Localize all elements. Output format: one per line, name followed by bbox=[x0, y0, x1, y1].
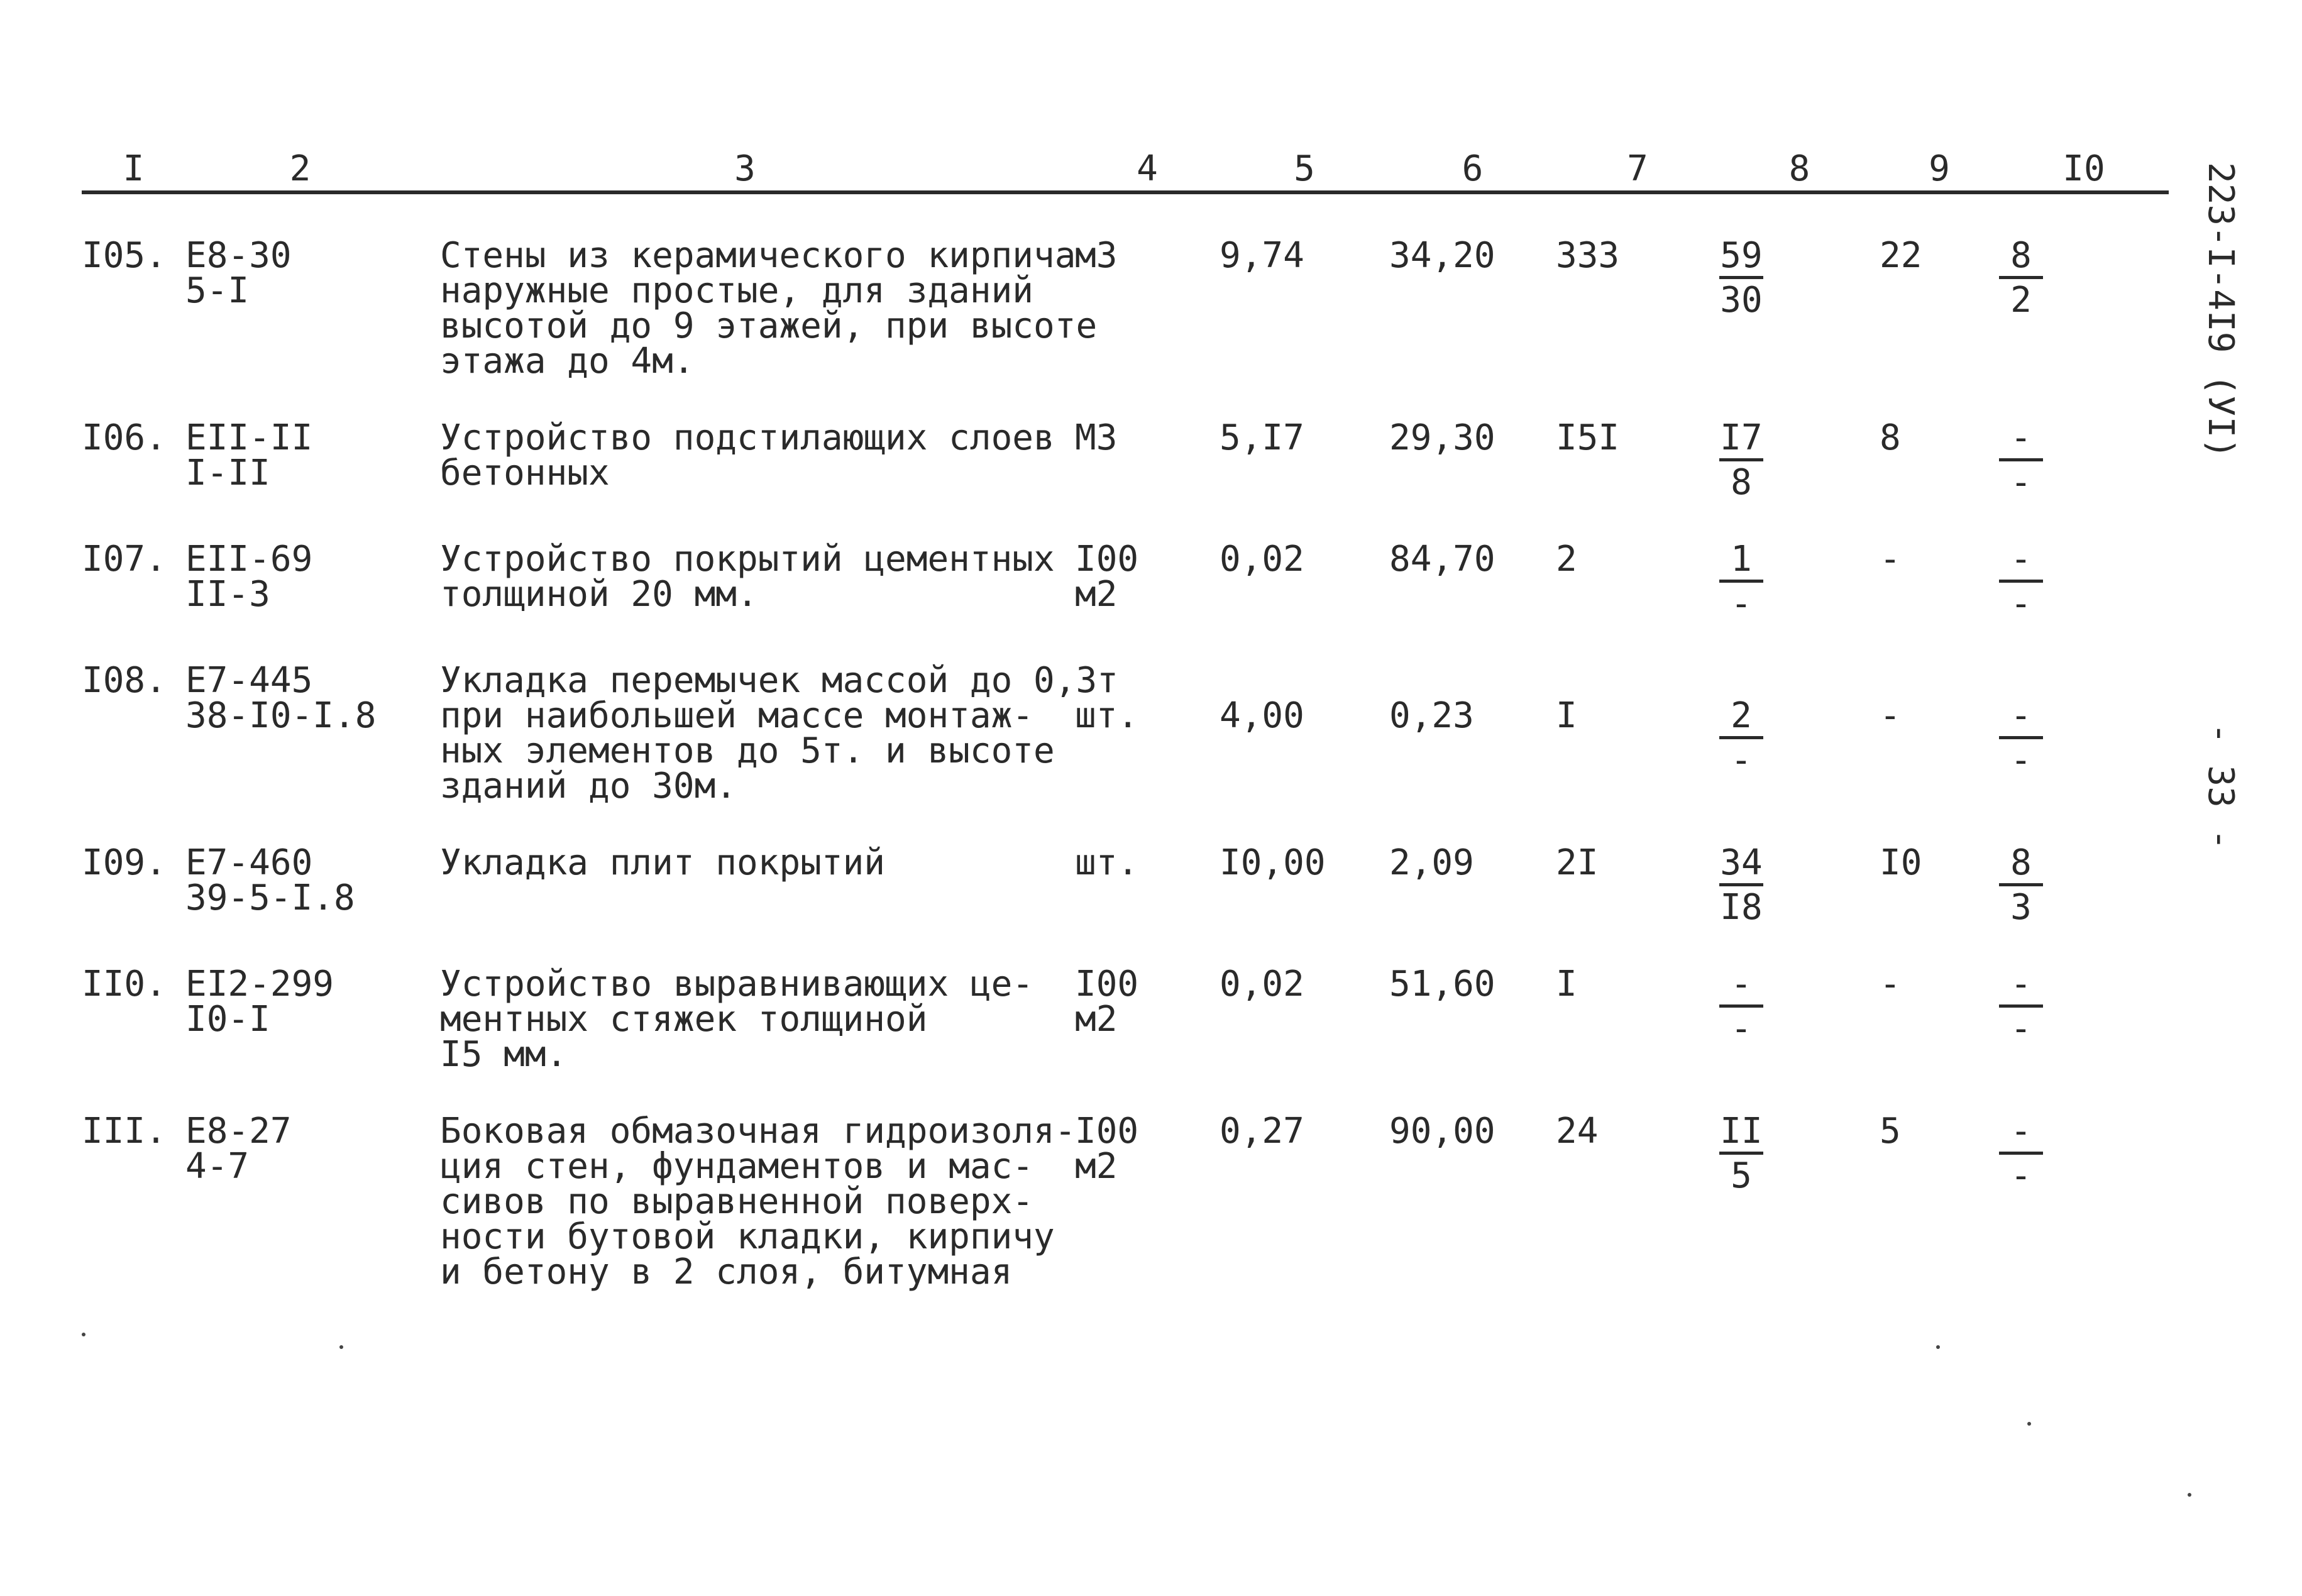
row-code: E7-460 39-5-I.8 bbox=[185, 842, 355, 918]
column-header: I0 bbox=[1999, 129, 2169, 192]
fraction: $\frac{8}{2}$ bbox=[1999, 238, 2043, 318]
column-header: 6 bbox=[1389, 129, 1556, 192]
row-col7: I bbox=[1556, 964, 1577, 1004]
row-col5: 9,74 bbox=[1220, 235, 1304, 276]
row-col9: 5 bbox=[1880, 1111, 1901, 1152]
fraction: $\frac{34}{I8}$ bbox=[1720, 842, 1763, 928]
row-code: EI2-299 I0-I bbox=[185, 964, 334, 1040]
row-description: Укладка перемычек массой до 0,3т при наибольшей массе монтаж- ных элементов до 5т. и высоте зданий до 30м. bbox=[440, 660, 1118, 806]
fraction: $\frac{I7}{8}$ bbox=[1720, 417, 1763, 503]
scan-speck bbox=[339, 1345, 343, 1349]
fraction: $\frac{1}{-}$ bbox=[1719, 542, 1763, 622]
row-col8 bbox=[1719, 379, 1880, 503]
fraction: $\frac{-}{-}$ bbox=[1999, 542, 2043, 622]
row-code: EII-II I-II bbox=[185, 417, 313, 493]
row-col5: 0,27 bbox=[1220, 1111, 1304, 1152]
column-header: 4 bbox=[1075, 129, 1220, 192]
row-description: Стены из керамического кирпича наружные простые, для зданий высотой до 9 этажей, при высоте этажа до 4м. bbox=[440, 235, 1098, 382]
row-code: E8-30 5-I bbox=[185, 235, 292, 311]
row-unit: м3 bbox=[1075, 235, 1118, 276]
estimate-table bbox=[82, 129, 2169, 1290]
row-col7: 333 bbox=[1556, 235, 1620, 276]
row-col5: 0,02 bbox=[1220, 539, 1304, 580]
row-col6: 2,09 bbox=[1389, 842, 1474, 883]
row-number: III. bbox=[82, 1111, 167, 1152]
fraction: $\frac{-}{-}$ bbox=[1999, 421, 2043, 500]
row-number: I08. bbox=[82, 660, 167, 701]
row-col5: 0,02 bbox=[1220, 964, 1304, 1004]
row-number: II0. bbox=[82, 964, 167, 1004]
row-col7: 24 bbox=[1556, 1111, 1599, 1152]
row-description: Укладка плит покрытий bbox=[440, 842, 886, 883]
row-col6: 51,60 bbox=[1389, 964, 1495, 1004]
row-col7: I5I bbox=[1556, 417, 1620, 458]
column-header: I bbox=[82, 129, 185, 192]
row-col7: I bbox=[1556, 695, 1577, 736]
row-col7: 2 bbox=[1556, 539, 1577, 580]
fraction: $\frac{-}{-}$ bbox=[1999, 698, 2043, 778]
row-code: E7-445 38-I0-I.8 bbox=[185, 660, 377, 736]
row-col10 bbox=[1999, 1072, 2169, 1290]
row-col8 bbox=[1719, 192, 1880, 379]
row-description: Устройство подстилающих слоев бетонных bbox=[440, 417, 1055, 493]
row-code: E8-27 4-7 bbox=[185, 1111, 292, 1187]
row-col8 bbox=[1719, 925, 1880, 1072]
row-col10 bbox=[1999, 925, 2169, 1072]
row-unit: I00 м2 bbox=[1075, 539, 1139, 615]
page-number: - 33 - bbox=[2200, 723, 2241, 850]
row-col5: 4,00 bbox=[1220, 695, 1304, 736]
fraction: $\frac{2}{-}$ bbox=[1719, 698, 1763, 778]
row-unit: I00 м2 bbox=[1075, 1111, 1139, 1187]
column-header: 3 bbox=[415, 129, 1075, 192]
row-description: Боковая обмазочная гидроизоля- ция стен, фундаментов и мас- сивов по выравненной поверх- ности бутовой кладки, кирпичу и бетону в 2 слоя, битумная bbox=[440, 1111, 1076, 1292]
row-col8 bbox=[1719, 1072, 1880, 1290]
table-row bbox=[82, 379, 2169, 500]
row-col6: 90,00 bbox=[1389, 1111, 1495, 1152]
row-col7: 2I bbox=[1556, 842, 1599, 883]
row-description: Устройство выравнивающих це- ментных стяжек толщиной I5 мм. bbox=[440, 964, 1034, 1075]
column-header: 5 bbox=[1220, 129, 1389, 192]
row-col6: 0,23 bbox=[1389, 695, 1474, 736]
column-header: 2 bbox=[185, 129, 415, 192]
row-col8 bbox=[1719, 500, 1880, 622]
scan-speck bbox=[1936, 1345, 1940, 1349]
row-col10 bbox=[1999, 804, 2169, 928]
column-header: 8 bbox=[1719, 129, 1880, 192]
row-number: I06. bbox=[82, 417, 167, 458]
row-col10 bbox=[1999, 622, 2169, 804]
table-row bbox=[82, 500, 2169, 622]
row-col5: 5,I7 bbox=[1220, 417, 1304, 458]
row-col6: 34,20 bbox=[1389, 235, 1495, 276]
row-col9: - bbox=[1880, 964, 1901, 1004]
row-col5: I0,00 bbox=[1220, 842, 1326, 883]
margin-document-code: 223-I-4I9 (УI) bbox=[2200, 162, 2241, 460]
row-col9: - bbox=[1880, 695, 1901, 736]
row-col10 bbox=[1999, 192, 2169, 379]
row-col6: 29,30 bbox=[1389, 417, 1495, 458]
row-col9: - bbox=[1880, 539, 1901, 580]
fraction: $\frac{-}{-}$ bbox=[1999, 967, 2043, 1047]
table-row bbox=[82, 192, 2169, 379]
row-col10 bbox=[1999, 500, 2169, 622]
row-col9: 22 bbox=[1880, 235, 1922, 276]
fraction: $\frac{59}{30}$ bbox=[1720, 235, 1763, 321]
row-col8 bbox=[1719, 804, 1880, 928]
row-col9: I0 bbox=[1880, 842, 1922, 883]
table-row bbox=[82, 925, 2169, 1072]
row-col8 bbox=[1719, 622, 1880, 804]
row-number: I07. bbox=[82, 539, 167, 580]
fraction: $\frac{II}{5}$ bbox=[1720, 1111, 1763, 1196]
row-col9: 8 bbox=[1880, 417, 1901, 458]
row-number: I05. bbox=[82, 235, 167, 276]
scan-speck bbox=[2188, 1493, 2191, 1497]
table-row bbox=[82, 1072, 2169, 1290]
row-code: EII-69 II-3 bbox=[185, 539, 313, 615]
column-header: 9 bbox=[1880, 129, 1999, 192]
row-unit: шт. bbox=[1075, 842, 1139, 883]
table-row bbox=[82, 804, 2169, 925]
fraction: $\frac{-}{-}$ bbox=[1999, 1114, 2043, 1194]
row-unit: шт. bbox=[1075, 695, 1139, 736]
scan-speck bbox=[2027, 1422, 2031, 1426]
row-col10 bbox=[1999, 379, 2169, 503]
scan-speck bbox=[82, 1333, 85, 1336]
column-header: 7 bbox=[1556, 129, 1719, 192]
row-unit: М3 bbox=[1075, 417, 1118, 458]
fraction: $\frac{8}{3}$ bbox=[1999, 845, 2043, 925]
row-unit: I00 м2 bbox=[1075, 964, 1139, 1040]
header-row bbox=[82, 129, 2169, 192]
row-col6: 84,70 bbox=[1389, 539, 1495, 580]
row-number: I09. bbox=[82, 842, 167, 883]
fraction: $\frac{-}{-}$ bbox=[1719, 967, 1763, 1047]
table-row bbox=[82, 622, 2169, 804]
row-description: Устройство покрытий цементных толщиной 20 мм. bbox=[440, 539, 1055, 615]
